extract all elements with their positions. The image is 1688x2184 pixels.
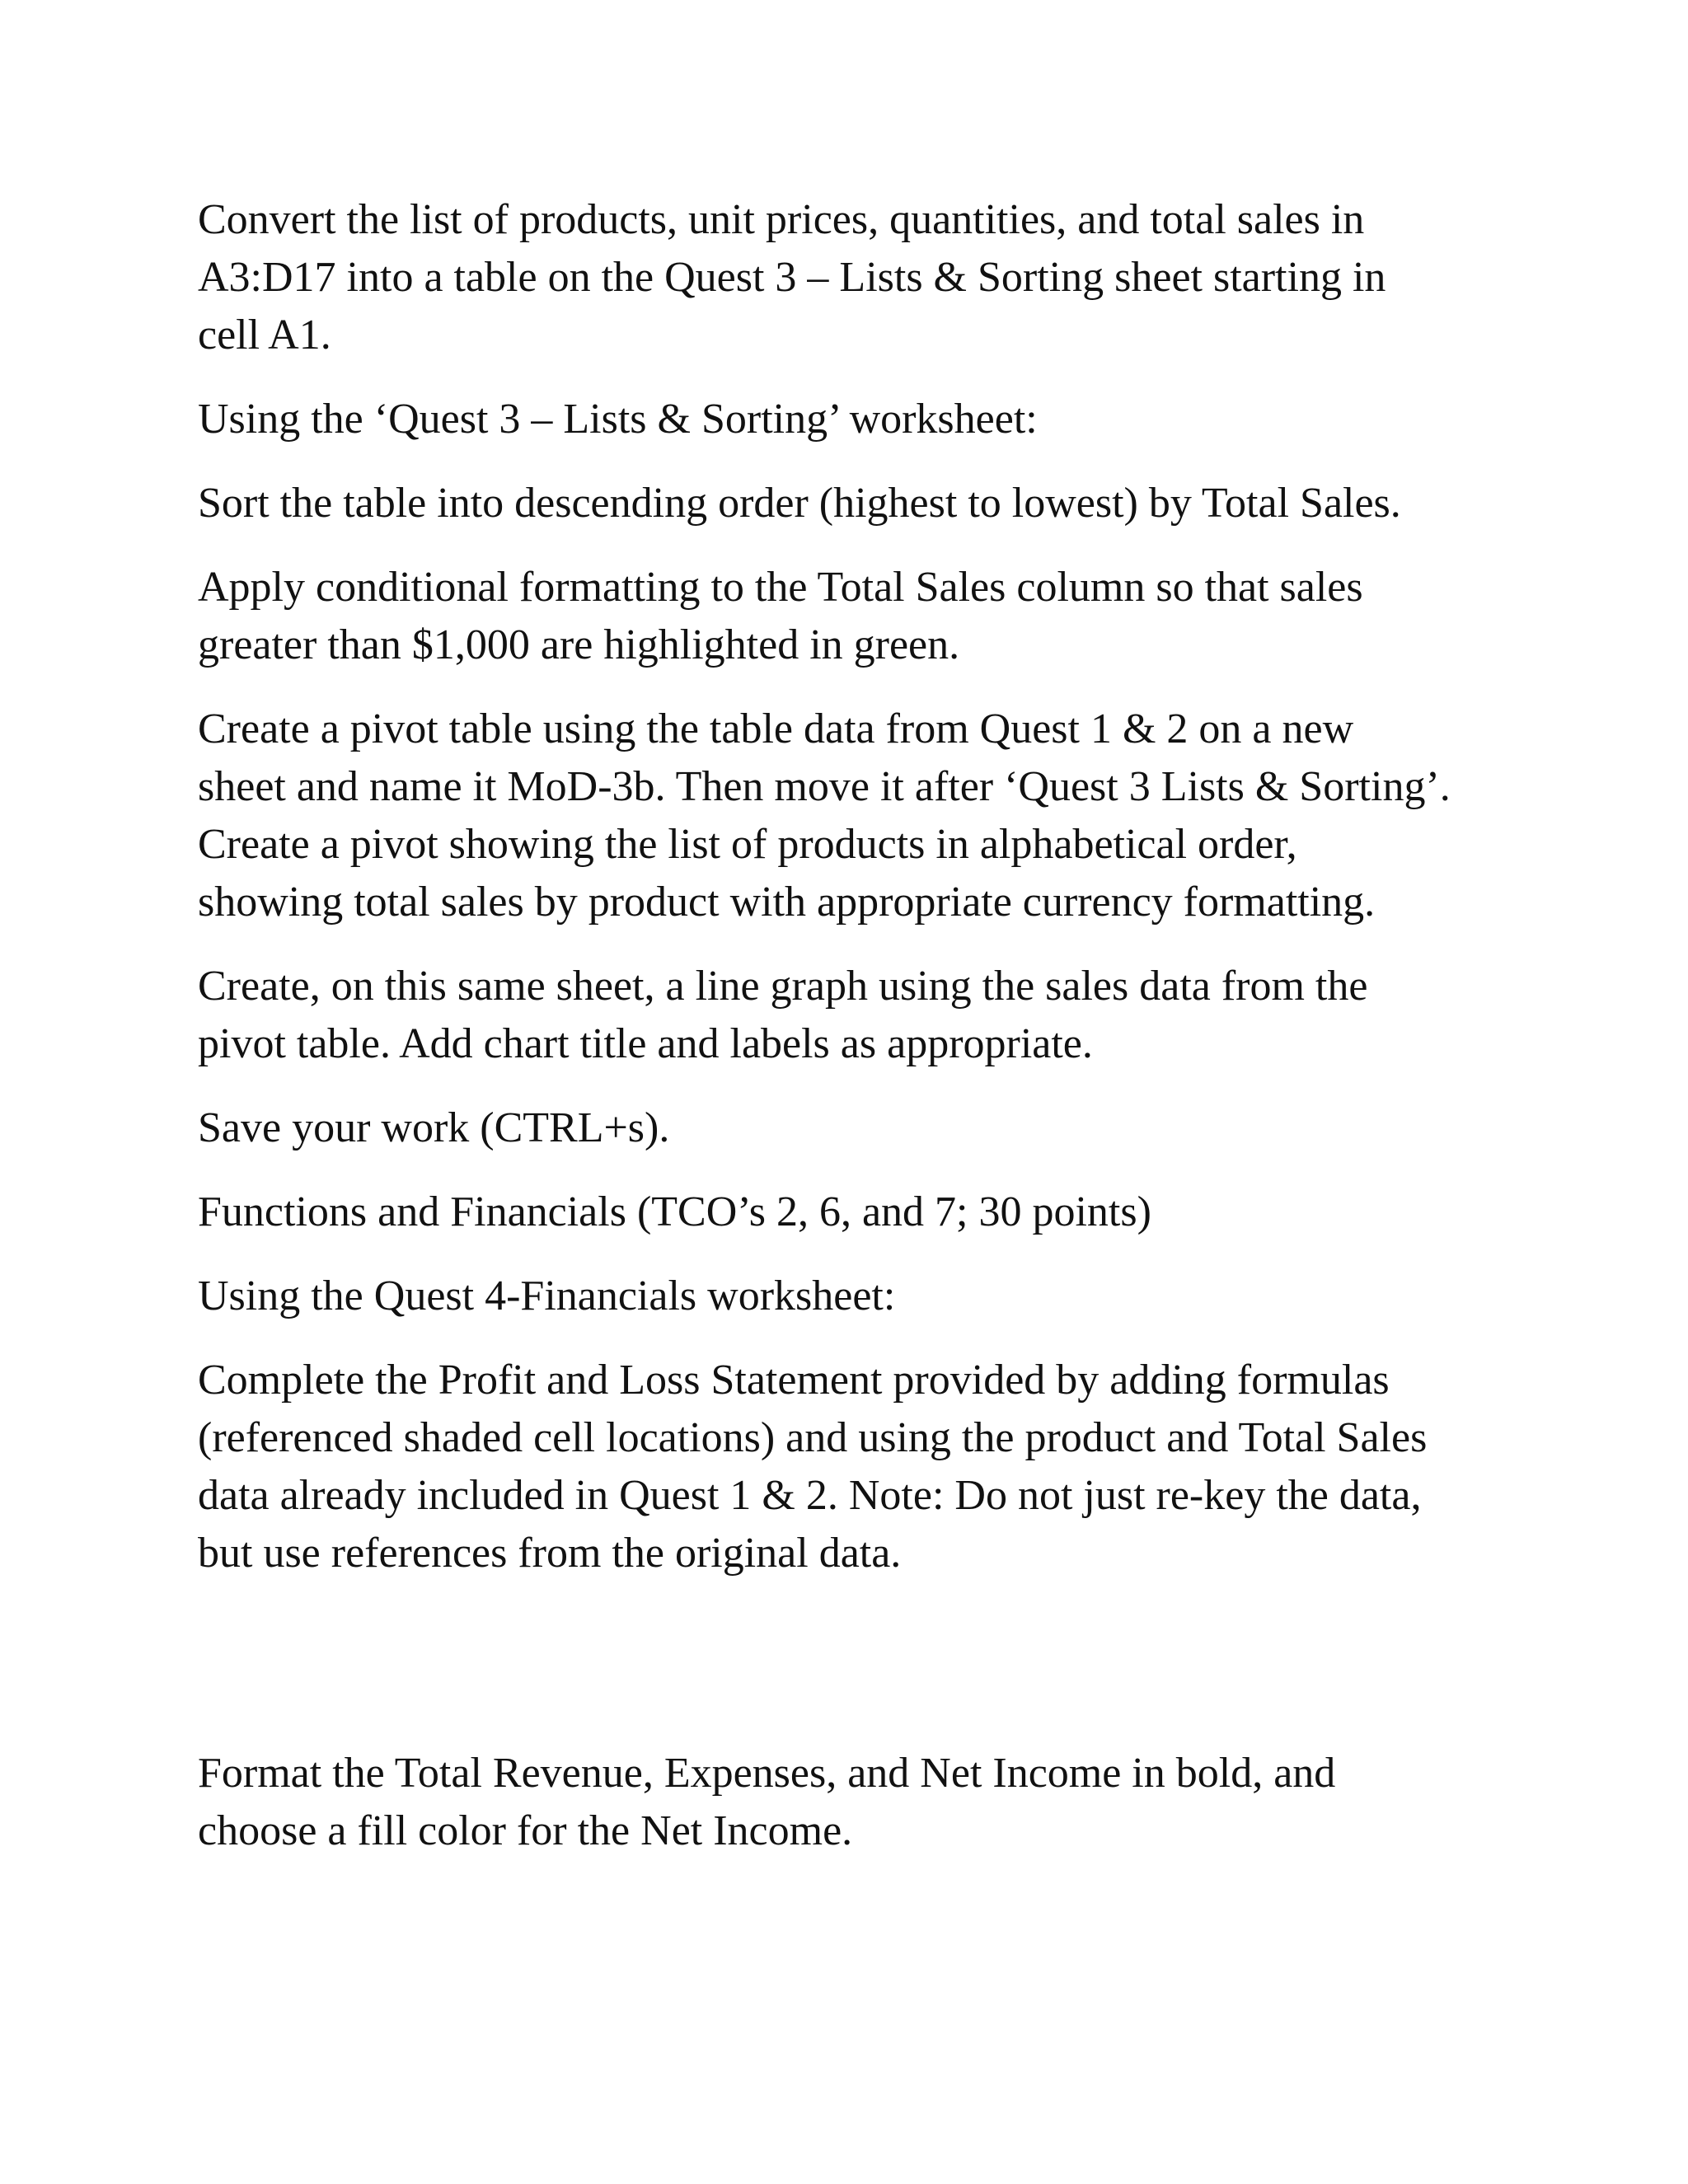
paragraph-conditional-formatting: Apply conditional formatting to the Total Sales column so that sales greater than $1,000 are highlighted in green. [198, 564, 1363, 668]
paragraph-format-bold: Format the Total Revenue, Expenses, and Net Income in bold, and choose a fill color for the Net Income. [198, 1750, 1336, 1854]
paragraph-using-quest4: Using the Quest 4-Financials worksheet: [198, 1272, 896, 1319]
blank-space [198, 1609, 1500, 1745]
paragraph-convert-table: Convert the list of products, unit prices, quantities, and total sales in A3:D17 into a table on the Quest 3 – Lists & Sorting sheet starting in cell A1. [198, 196, 1386, 359]
paragraph-pivot-table: Create a pivot table using the table data from Quest 1 & 2 on a new sheet and name it MoD-3b. Then move it after ‘Quest 3 Lists & Sorting’. Create a pivot showing the list of products in alphabetical order, showing total sales by product with appropriate currency formatting. [198, 705, 1451, 926]
paragraph-sort-table: Sort the table into descending order (highest to lowest) by Total Sales. [198, 480, 1401, 527]
document-body [198, 191, 1500, 1886]
paragraph-functions-heading: Functions and Financials (TCO’s 2, 6, and 7; 30 points) [198, 1188, 1151, 1235]
paragraph-using-quest3: Using the ‘Quest 3 – Lists & Sorting’ worksheet: [198, 396, 1038, 443]
paragraph-line-graph: Create, on this same sheet, a line graph using the sales data from the pivot table. Add chart title and labels as appropriate. [198, 963, 1368, 1067]
paragraph-save-work: Save your work (CTRL+s). [198, 1104, 670, 1151]
paragraph-profit-loss: Complete the Profit and Loss Statement provided by adding formulas (referenced shaded cell locations) and using the product and Total Sales data already included in Quest 1 & 2. Note: Do not just re-key the data, but use references from the original data. [198, 1357, 1428, 1577]
